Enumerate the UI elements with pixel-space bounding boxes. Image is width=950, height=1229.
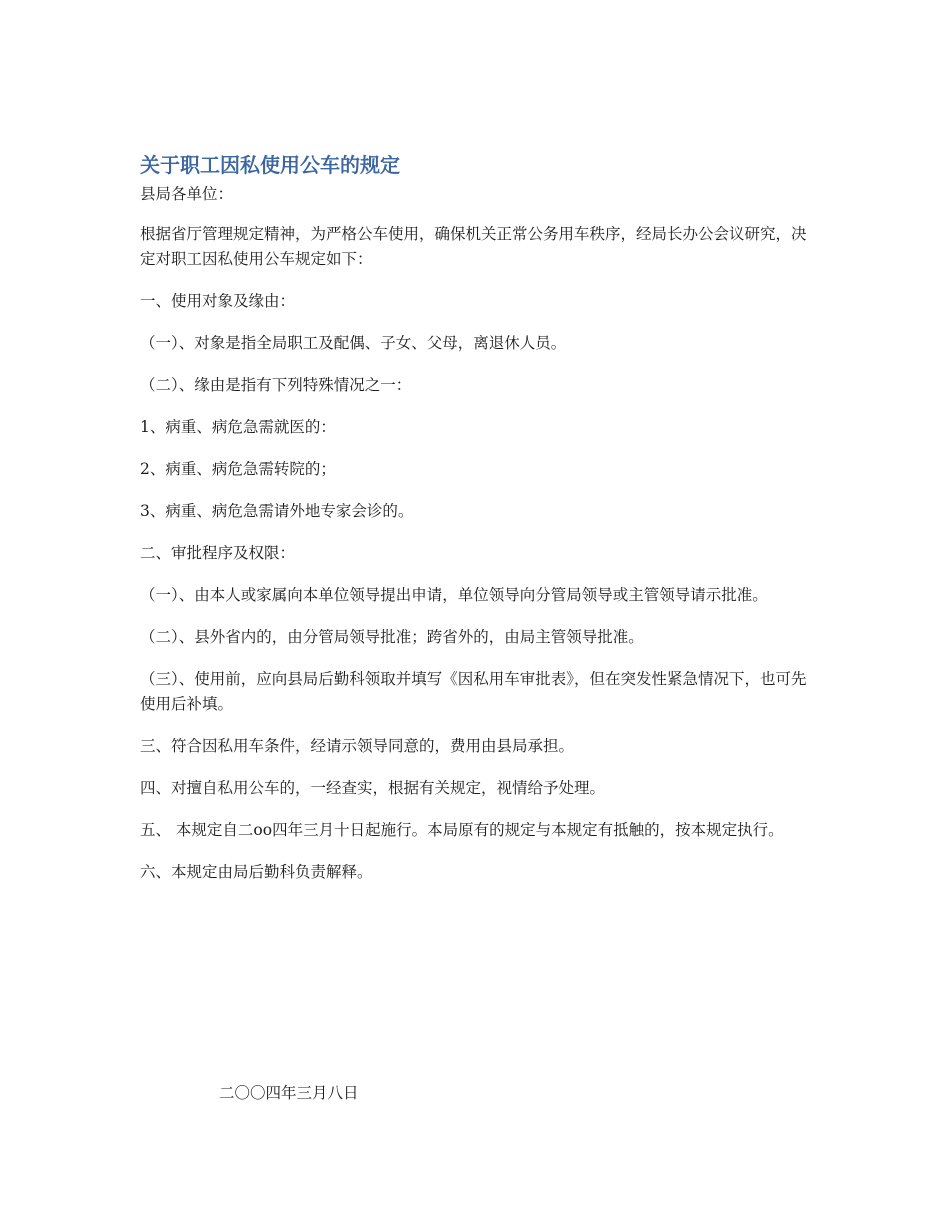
- document-date: 二〇〇四年三月八日: [219, 1084, 359, 1102]
- paragraph-2-2: （二）、县外省内的，由分管局领导批准；跨省外的，由局主管领导批准。: [140, 628, 644, 646]
- section-5: 五、 本规定自二oo四年三月十日起施行。本局原有的规定与本规定有抵触的，按本规定执行。: [140, 821, 784, 839]
- document-title: 关于职工因私使用公车的规定: [140, 153, 400, 177]
- section-6: 六、本规定由局后勤科负责解释。: [140, 863, 373, 881]
- paragraph-intro: 根据省厅管理规定精神，为严格公车使用，确保机关正常公务用车秩序，经局长办公会议研究，决定对职工因私使用公车规定如下：: [140, 225, 807, 268]
- paragraph-1-2: （二）、缘由是指有下列特殊情况之一：: [140, 376, 412, 394]
- section-heading-1: 一、使用对象及缘由：: [140, 292, 296, 310]
- list-item-2: 2、病重、病危急需转院的；: [140, 460, 336, 478]
- paragraph-2-3: （三）、使用前，应向县局后勤科领取并填写《因私用车审批表》，但在突发性紧急情况下，也可先使用后补填。: [140, 670, 807, 713]
- section-3: 三、符合因私用车条件，经请示领导同意的，费用由县局承担。: [140, 737, 575, 755]
- salutation: 县局各单位：: [140, 185, 234, 203]
- list-item-3: 3、病重、病危急需请外地专家会诊的。: [140, 502, 414, 520]
- section-4: 四、对擅自私用公车的，一经查实，根据有关规定，视情给予处理。: [140, 779, 606, 797]
- paragraph-1-1: （一）、对象是指全局职工及配偶、子女、父母，离退休人员。: [140, 334, 567, 352]
- paragraph-2-1: （一）、由本人或家属向本单位领导提出申请，单位领导向分管局领导或主管领导请示批准。: [140, 586, 768, 604]
- document-body: [140, 150, 810, 902]
- section-heading-2: 二、审批程序及权限：: [140, 544, 296, 562]
- list-item-1: 1、病重、病危急需就医的：: [140, 418, 336, 436]
